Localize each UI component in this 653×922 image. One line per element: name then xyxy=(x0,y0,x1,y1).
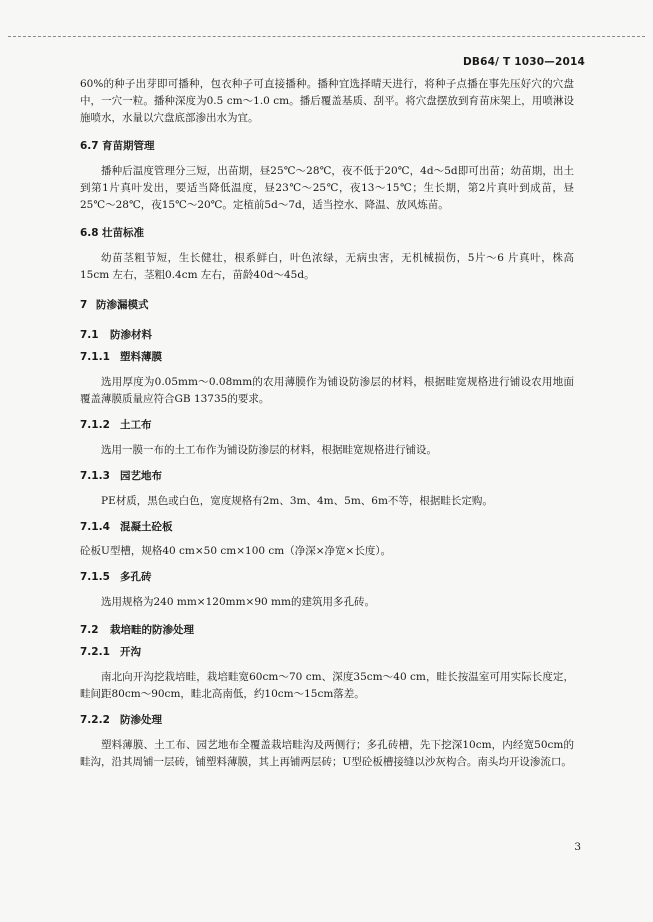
heading-7-1-2 xyxy=(80,417,574,434)
section-number: 7.1.4 xyxy=(80,521,110,533)
heading-7-1-1 xyxy=(80,349,574,366)
heading-7-1-4 xyxy=(80,519,574,536)
heading-6-8 xyxy=(80,225,574,242)
section-number: 7.1.3 xyxy=(80,470,110,482)
section-title: 防渗材料 xyxy=(110,329,152,341)
section-number: 7.2.1 xyxy=(80,646,110,658)
section-title: 栽培畦的防渗处理 xyxy=(110,624,194,636)
section-title: 园艺地布 xyxy=(120,470,162,482)
heading-7-2-1 xyxy=(80,644,574,661)
heading-7 xyxy=(80,297,574,314)
section-number: 7.1.5 xyxy=(80,571,110,583)
section-number: 6.8 xyxy=(80,227,99,239)
header-rule xyxy=(8,36,645,37)
heading-7-1-3 xyxy=(80,468,574,485)
document-code: DB64/ T 1030—2014 xyxy=(463,56,585,68)
heading-7-1-5 xyxy=(80,569,574,586)
section-title: 开沟 xyxy=(120,646,141,658)
heading-7-1 xyxy=(80,327,574,344)
paragraph-7-2-2: 塑料薄膜、土工布、园艺地布全覆盖栽培畦沟及两侧行；多孔砖槽，先下挖深10cm，内经宽50cm的畦沟，沿其周铺一层砖，铺塑料薄膜，其上再铺两层砖；U型砼板槽接缝以沙灰构合。南头均开设渗流口。 xyxy=(80,739,574,768)
section-number: 7.2.2 xyxy=(80,714,110,726)
section-title: 壮苗标准 xyxy=(102,227,144,239)
section-number: 7 xyxy=(80,299,88,311)
heading-7-2-2 xyxy=(80,712,574,729)
section-number: 7.2 xyxy=(80,624,99,636)
paragraph-7-1-4: 砼板U型槽，规格40 cm×50 cm×100 cm（净深×净宽×长度）。 xyxy=(80,545,392,557)
section-title: 防渗漏模式 xyxy=(96,299,149,311)
section-title: 多孔砖 xyxy=(120,571,152,583)
paragraph-7-2-1: 南北向开沟挖栽培畦，栽培畦宽60cm～70 cm、深度35cm～40 cm，畦长按温室可用实际长度定，畦间距80cm～90cm，畦北高南低，约10cm～15cm落差。 xyxy=(80,671,574,700)
paragraph-7-1-2: 选用一膜一布的土工布作为铺设防渗层的材料，根据畦宽规格进行铺设。 xyxy=(101,444,437,456)
section-number: 7.1.1 xyxy=(80,351,110,363)
section-title: 混凝土砼板 xyxy=(120,521,173,533)
heading-7-2 xyxy=(80,622,574,639)
paragraph-7-1-3: PE材质，黑色或白色，宽度规格有2m、3m、4m、5m、6m不等，根据畦长定购。 xyxy=(101,495,493,507)
heading-6-7 xyxy=(80,138,574,155)
section-title: 塑料薄膜 xyxy=(120,351,162,363)
paragraph-7-1-1: 选用厚度为0.05mm～0.08mm的农用薄膜作为铺设防渗层的材料，根据畦宽规格进行铺设农用地面覆盖薄膜质量应符合GB 13735的要求。 xyxy=(80,376,574,405)
section-number: 6.7 xyxy=(80,140,99,152)
section-title: 育苗期管理 xyxy=(102,140,155,152)
document-body xyxy=(80,76,574,771)
paragraph-7-1-5: 选用规格为240 mm×120mm×90 mm的建筑用多孔砖。 xyxy=(101,596,375,608)
paragraph-6-7: 播种后温度管理分三短，出苗期，昼25℃～28℃，夜不低于20℃，4d～5d即可出苗；幼苗期，出土到第1片真叶发出，要适当降低温度，昼23℃～25℃，夜13～15℃；生长期，第2片真叶到成苗，昼25℃～28℃，夜15℃～20℃。定植前5d～7d，适当控水、降温、放风炼苗。 xyxy=(80,165,574,211)
paragraph-6-8: 幼苗茎粗节短，生长健壮，根系鲜白，叶色浓绿，无病虫害，无机械损伤，5片～6 片真叶，株高15cm 左右，茎粗0.4cm 左右，苗龄40d～45d。 xyxy=(80,252,574,281)
page-number: 3 xyxy=(574,841,581,853)
paragraph-seeding: 60%的种子出芽即可播种，包衣种子可直接播种。播种宜选择晴天进行，将种子点播在事先压好穴的穴盘中，一穴一粒。播种深度为0.5 cm～1.0 cm。播后覆盖基质、刮平。将穴盘摆放到育苗床架上，用喷淋设施喷水，水量以穴盘底部渗出水为宜。 xyxy=(80,78,574,124)
section-title: 土工布 xyxy=(120,419,152,431)
section-title: 防渗处理 xyxy=(120,714,162,726)
section-number: 7.1 xyxy=(80,329,99,341)
section-number: 7.1.2 xyxy=(80,419,110,431)
